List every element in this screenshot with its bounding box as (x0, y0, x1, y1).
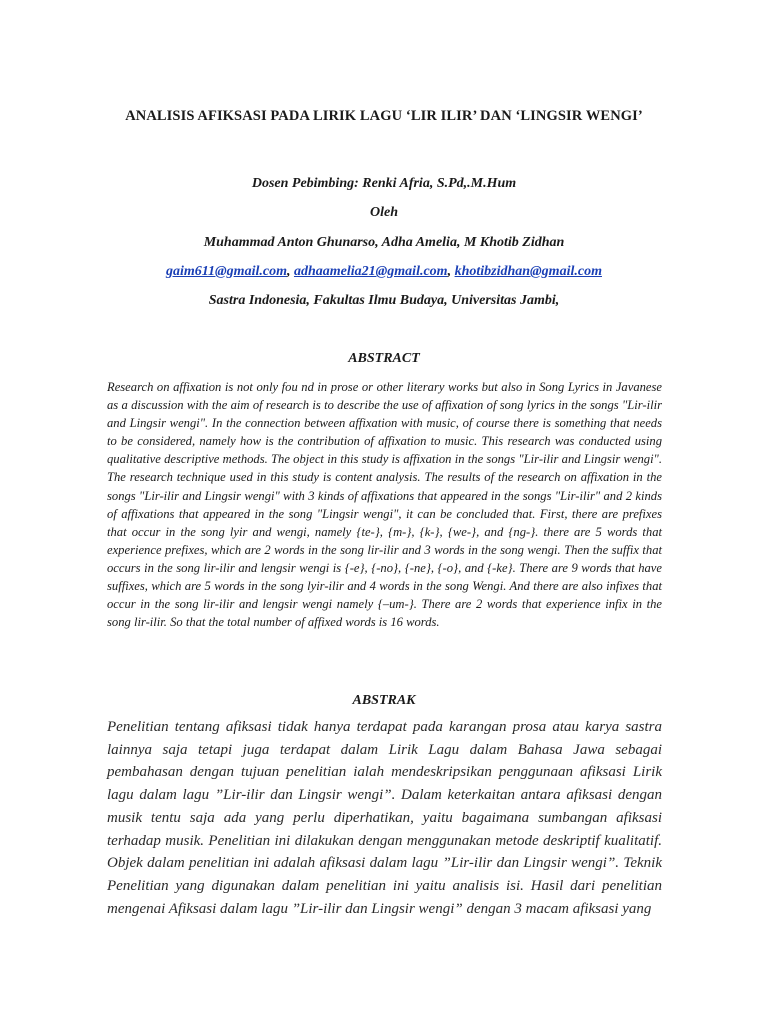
email-separator: , (447, 264, 455, 279)
oleh-label: Oleh (370, 205, 398, 220)
paper-title: ANALISIS AFIKSASI PADA LIRIK LAGU ‘LIR ILIR’ DAN ‘LINGSIR WENGI’ (125, 108, 643, 124)
email-link-3[interactable]: khotibzidhan@gmail.com (454, 264, 602, 279)
abstrak-body: Penelitian tentang afiksasi tidak hanya terdapat pada karangan prosa atau karya sastra lainnya saja tetapi juga terdapat dalam Lirik Lagu dalam Bahasa Jawa sebagai pembahasan dengan tujuan penelitian ialah mendeskripsikan penggunaan afiksasi Lirik lagu dalam lagu ”Lir-ilir dan Lingsir wengi”. Dalam keterkaitan antara afiksasi dengan musik tentu saja ada yang perlu diperhatikan, yaitu bagaimana sumbangan afiksasi terhadap musik. Penelitian ini dilakukan dengan menggunakan metode deskriptif kualitatif. Objek dalam penelitian ini adalah afiksasi dalam lagu ”Lir-ilir dan Lingsir wengi”. Teknik Penelitian yang digunakan dalam penelitian ini yaitu analisis isi. Hasil dari penelitian mengenai Afiksasi dalam lagu ”Lir-ilir dan Lingsir wengi” dengan 3 macam afiksasi yang (107, 719, 662, 917)
abstrak-heading: ABSTRAK (352, 693, 416, 708)
email-link-1[interactable]: gaim611@gmail.com (166, 264, 287, 279)
email-separator: , (286, 264, 294, 279)
abstract-heading: ABSTRACT (348, 351, 420, 366)
author-list: Muhammad Anton Ghunarso, Adha Amelia, M Khotib Zidhan (203, 235, 565, 250)
email-list (0, 264, 768, 280)
advisor-line: Dosen Pebimbing: Renki Afria, S.Pd,.M.Hum (251, 176, 517, 191)
affiliation: Sastra Indonesia, Fakultas Ilmu Budaya, Universitas Jambi, (208, 293, 560, 308)
email-link-2[interactable]: adhaamelia21@gmail.com (293, 264, 448, 279)
abstract-body: Research on affixation is not only fou nd in prose or other literary works but also in Song Lyrics in Javanese as a discussion with the aim of research is to describe the use of affixation of song lyrics in the songs "Lir-ilir and Lingsir wengi". In the connection between affixation with music, of course there is something that needs to be considered, namely how is the contribution of affixation to music. This research was conducted using qualitative descriptive methods. The object in this study is affixation in the songs "Lir-ilir and Lingsir wengi". The research technique used in this study is content analysis. The results of the research on affixation in the songs "Lir-ilir and Lingsir wengi" with 3 kinds of affixations that appeared in the songs "Lir-ilir" and 2 kinds of affixations that appeared in the song "Lingsir wengi", it can be concluded that. First, there are prefixes that occur in the song lyir and wengi, namely {te-}, {m-}, {k-}, {we-}, and {ng-}. there are 5 words that experience prefixes, which are 2 words in the song lir-ilir and 3 words in the song wengi. Then the suffix that occurs in the song lir-ilir and lengsir wengi is {-e}, {-no}, {-ne}, {-o}, and {-ke}. There are 9 words that have suffixes, which are 5 words in the song lyir-ilir and 4 words in the song Wengi. And there are also infixes that occur in the song lir-ilir and lengsir wengi namely {–um-}. There are 2 words that experience infix in the song lir-ilir. So that the total number of affixed words is 16 words. (107, 380, 662, 630)
